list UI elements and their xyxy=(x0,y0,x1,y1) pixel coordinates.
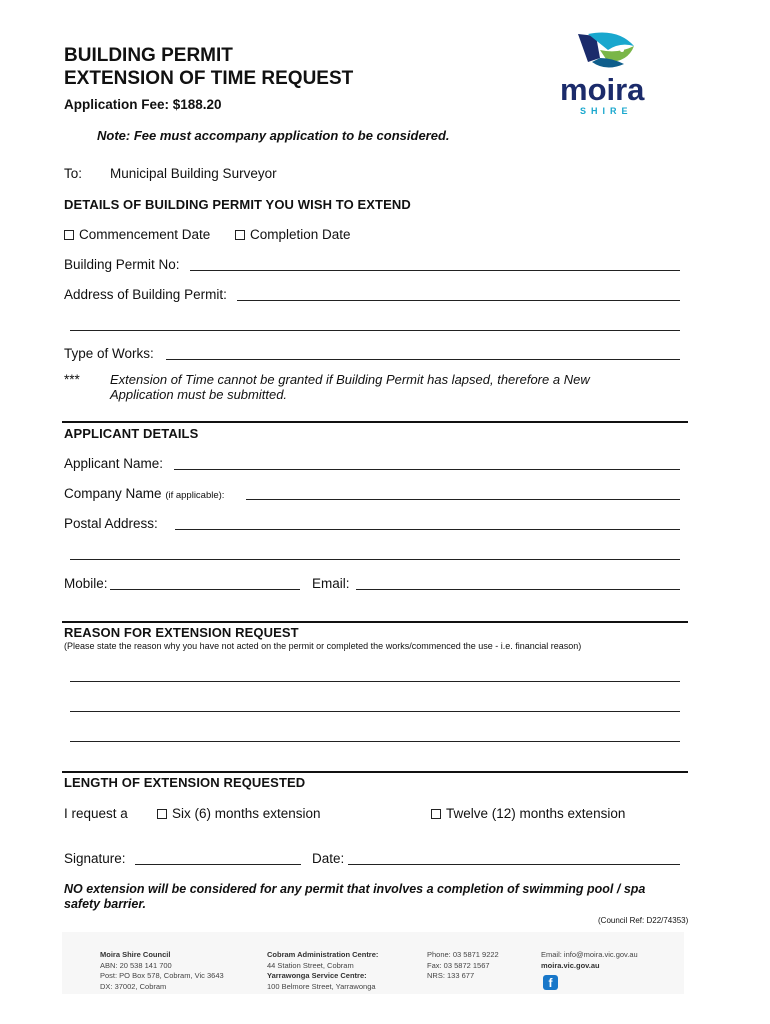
footer-yarrawonga-address: 100 Belmore Street, Yarrawonga xyxy=(267,981,376,991)
address-field[interactable] xyxy=(237,300,680,301)
section-divider xyxy=(62,421,688,423)
mobile-field[interactable] xyxy=(110,589,300,590)
length-heading: LENGTH OF EXTENSION REQUESTED xyxy=(64,775,306,790)
address-label: Address of Building Permit: xyxy=(64,287,227,302)
section-divider xyxy=(62,771,688,773)
footer-centres xyxy=(267,950,378,992)
company-label xyxy=(64,486,224,501)
permit-no-field[interactable] xyxy=(190,270,680,271)
completion-label: Completion Date xyxy=(250,227,351,242)
footer-website[interactable]: moira.vic.gov.au xyxy=(541,960,600,970)
council-ref: (Council Ref: D22/74353) xyxy=(598,916,689,925)
commencement-option[interactable] xyxy=(64,227,210,242)
footer-cobram-address: 44 Station Street, Cobram xyxy=(267,960,354,970)
signature-field[interactable] xyxy=(135,864,301,865)
permit-no-label: Building Permit No: xyxy=(64,257,180,272)
footer-abn: ABN: 20 538 141 700 xyxy=(100,960,172,970)
reason-heading: REASON FOR EXTENSION REQUEST xyxy=(64,625,299,640)
company-hint: (if applicable): xyxy=(165,490,225,501)
footer-council xyxy=(100,950,224,992)
company-field[interactable] xyxy=(246,499,680,500)
twelve-month-label: Twelve (12) months extension xyxy=(446,806,626,821)
permit-details-heading: DETAILS OF BUILDING PERMIT YOU WISH TO EXTEND xyxy=(64,197,411,212)
footer-email[interactable]: Email: info@moira.vic.gov.au xyxy=(541,950,638,959)
date-label: Date: xyxy=(312,851,345,866)
footer-dx: DX: 37002, Cobram xyxy=(100,981,167,991)
footer-fax: Fax: 03 5872 1567 xyxy=(427,960,490,970)
applicant-name-field[interactable] xyxy=(174,469,680,470)
reason-field-line-3[interactable] xyxy=(70,741,680,742)
logo-tagline: SHIRE xyxy=(580,106,633,116)
six-month-checkbox[interactable] xyxy=(157,809,167,819)
completion-option[interactable] xyxy=(235,227,351,242)
fee-note: Note: Fee must accompany application to be considered. xyxy=(97,128,450,143)
commencement-label: Commencement Date xyxy=(79,227,211,242)
reason-field-line-1[interactable] xyxy=(70,681,680,682)
completion-checkbox[interactable] xyxy=(235,230,245,240)
section-divider xyxy=(62,621,688,623)
postal-address-field[interactable] xyxy=(175,529,680,530)
footer-contact xyxy=(427,950,499,982)
to-value: Municipal Building Surveyor xyxy=(110,166,277,181)
email-label: Email: xyxy=(312,576,350,591)
postal-address-field-line-2[interactable] xyxy=(70,559,680,560)
logo-wordmark: moira xyxy=(560,72,645,107)
warning-marker: *** xyxy=(64,372,80,387)
lapsed-warning-line-1: Extension of Time cannot be granted if Building Permit has lapsed, therefore a New xyxy=(110,372,590,387)
footer-cobram-heading: Cobram Administration Centre: xyxy=(267,950,379,959)
title-line-2: EXTENSION OF TIME REQUEST xyxy=(64,68,354,89)
twelve-month-option[interactable] xyxy=(431,806,625,821)
postal-address-label: Postal Address: xyxy=(64,516,158,531)
applicant-heading: APPLICANT DETAILS xyxy=(64,426,199,441)
footer-phone: Phone: 03 5871 9222 xyxy=(427,950,499,959)
footer-yarrawonga-heading: Yarrawonga Service Centre: xyxy=(267,971,367,980)
footer-online xyxy=(541,950,638,971)
six-month-option[interactable] xyxy=(157,806,321,821)
lapsed-warning-line-2: Application must be submitted. xyxy=(110,387,288,402)
commencement-checkbox[interactable] xyxy=(64,230,74,240)
footer-council-heading: Moira Shire Council xyxy=(100,950,171,959)
disclaimer-line-2: safety barrier. xyxy=(64,897,146,911)
company-label-text: Company Name xyxy=(64,486,162,501)
address-field-line-2[interactable] xyxy=(70,330,680,331)
reason-hint: (Please state the reason why you have not acted on the permit or completed the works/commenced the use - i.e. financial reason) xyxy=(64,641,582,651)
type-of-works-field[interactable] xyxy=(166,359,680,360)
signature-label: Signature: xyxy=(64,851,126,866)
date-field[interactable] xyxy=(348,864,680,865)
facebook-icon[interactable]: f xyxy=(543,975,558,990)
type-of-works-label: Type of Works: xyxy=(64,346,154,361)
email-field[interactable] xyxy=(356,589,680,590)
mobile-label: Mobile: xyxy=(64,576,108,591)
title-line-1: BUILDING PERMIT xyxy=(64,45,233,66)
applicant-name-label: Applicant Name: xyxy=(64,456,164,471)
request-label: I request a xyxy=(64,806,128,821)
footer-nrs: NRS: 133 677 xyxy=(427,971,475,980)
to-label: To: xyxy=(64,166,83,181)
disclaimer-line-1: NO extension will be considered for any permit that involves a completion of swimming pool / spa xyxy=(64,882,646,896)
footer-post: Post: PO Box 578, Cobram, Vic 3643 xyxy=(100,971,224,980)
moira-shire-logo xyxy=(548,28,668,118)
reason-field-line-2[interactable] xyxy=(70,711,680,712)
application-fee: Application Fee: $188.20 xyxy=(64,97,222,112)
twelve-month-checkbox[interactable] xyxy=(431,809,441,819)
six-month-label: Six (6) months extension xyxy=(172,806,321,821)
